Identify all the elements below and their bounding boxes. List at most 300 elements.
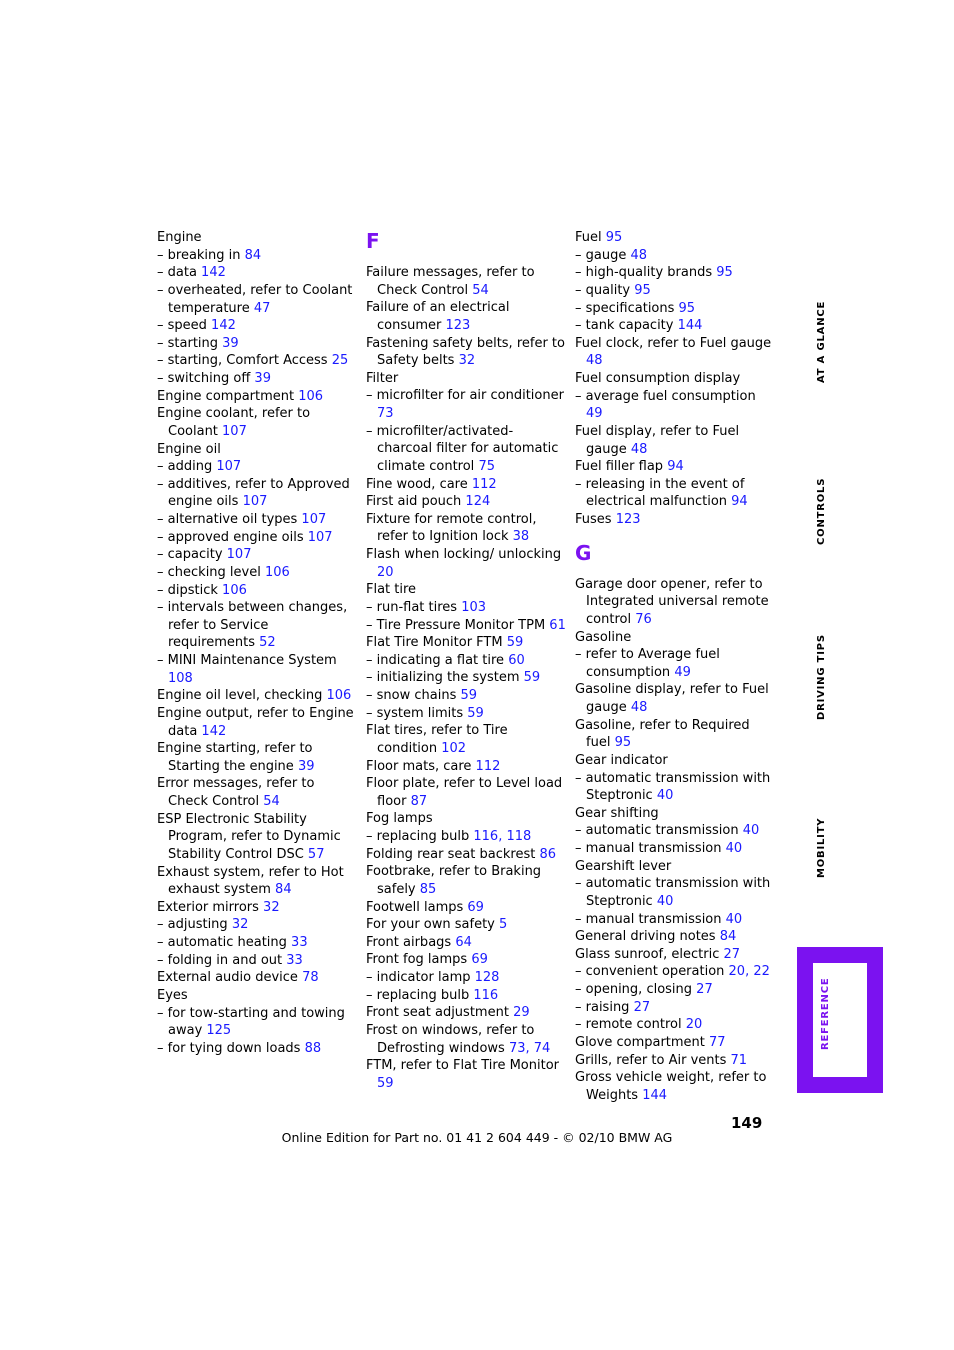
page-link[interactable]: 88 bbox=[304, 1040, 322, 1056]
footer-text: Online Edition for Part no. 01 41 2 604 449 - © 02/10 BMW AG bbox=[281, 1130, 673, 1145]
page-link[interactable]: 39 bbox=[297, 758, 315, 774]
index-entry bbox=[575, 1069, 775, 1104]
page-link[interactable]: 61 bbox=[549, 617, 566, 633]
page-link[interactable]: 32 bbox=[231, 917, 249, 933]
link-separator: , bbox=[498, 829, 507, 844]
page-link[interactable]: 112 bbox=[475, 758, 501, 774]
page-link[interactable]: 59 bbox=[523, 670, 541, 686]
page-link[interactable]: 48 bbox=[586, 353, 603, 369]
entry-text: – initializing the system bbox=[366, 670, 524, 686]
index-entry bbox=[575, 576, 775, 629]
page-link[interactable]: 95 bbox=[614, 735, 632, 751]
entry-text: ESP Electronic Stability Program, refer to Dynamic Stability Control DSC bbox=[157, 811, 341, 862]
entry-text: – starting, Comfort Access bbox=[157, 353, 332, 369]
page-link[interactable]: 49 bbox=[674, 664, 691, 680]
index-entry bbox=[366, 599, 566, 617]
page-link[interactable]: 142 bbox=[201, 265, 226, 281]
entry-text: Exterior mirrors bbox=[157, 899, 264, 915]
page-link[interactable]: 25 bbox=[331, 353, 349, 369]
index-entry bbox=[575, 300, 775, 318]
index-entry bbox=[157, 388, 357, 406]
entry-text: – Tire Pressure Monitor TPM bbox=[366, 617, 550, 633]
entry-text: Engine output, refer to Engine data bbox=[157, 705, 354, 739]
index-entry bbox=[366, 899, 566, 917]
entry-text: – raising bbox=[575, 999, 634, 1015]
page-link[interactable]: 52 bbox=[259, 635, 276, 651]
page-link[interactable]: 84 bbox=[244, 247, 262, 263]
index-entry bbox=[366, 634, 566, 652]
index-entry bbox=[575, 911, 775, 929]
entry-text: Glove compartment bbox=[575, 1034, 710, 1050]
entry-text: – automatic transmission with Steptronic bbox=[575, 876, 771, 909]
entry-text: Fuses bbox=[575, 512, 616, 527]
entry-text: Garage door opener, refer to Integrated universal remote control bbox=[575, 576, 769, 627]
entry-text: – manual transmission bbox=[575, 841, 726, 856]
page-link[interactable]: 48 bbox=[630, 247, 648, 263]
entry-text: – MINI Maintenance System bbox=[157, 653, 337, 668]
entry-text: Engine coolant, refer to Coolant bbox=[157, 406, 311, 439]
page-link[interactable]: 107 bbox=[307, 529, 333, 545]
page-link[interactable]: 144 bbox=[677, 318, 703, 334]
page-link[interactable]: 48 bbox=[630, 441, 648, 457]
index-entry bbox=[157, 476, 357, 511]
page-link[interactable]: 32 bbox=[458, 353, 476, 369]
index-entry bbox=[157, 740, 357, 775]
page-link[interactable]: 76 bbox=[635, 611, 652, 627]
entry-text: Fuel bbox=[575, 230, 606, 245]
entry-text: Gearshift lever bbox=[575, 858, 672, 874]
page-link[interactable]: 112 bbox=[471, 476, 497, 492]
entry-text: Footbrake, refer to Braking safely bbox=[366, 864, 542, 897]
page-link[interactable]: 107 bbox=[222, 423, 247, 439]
index-entry bbox=[575, 822, 775, 840]
entry-text: General driving notes bbox=[575, 929, 720, 945]
page-link[interactable]: 33 bbox=[286, 952, 303, 968]
entry-text: – convenient operation bbox=[575, 964, 729, 980]
page-link[interactable]: 20 bbox=[377, 564, 394, 580]
entry-text: Flat tires, refer to Tire condition bbox=[366, 723, 508, 756]
page-link[interactable]: 95 bbox=[634, 282, 651, 298]
page-link[interactable]: 54 bbox=[472, 282, 489, 298]
index-entry bbox=[575, 770, 775, 805]
page-link[interactable]: 48 bbox=[630, 700, 648, 715]
page-link[interactable]: 32 bbox=[263, 899, 280, 915]
entry-text: – opening, closing bbox=[575, 982, 697, 997]
page-link[interactable]: 107 bbox=[242, 494, 268, 510]
entry-text: – speed bbox=[157, 318, 212, 334]
index-entry bbox=[366, 1057, 566, 1092]
entry-text: – automatic transmission with Steptronic bbox=[575, 770, 771, 804]
index-entry bbox=[157, 511, 357, 529]
entry-text: – average fuel consumption bbox=[575, 388, 756, 404]
index-entry bbox=[366, 511, 566, 546]
entry-text: – microfilter/activated-charcoal filter for automatic climate control bbox=[366, 423, 559, 474]
index-entry bbox=[366, 722, 566, 757]
index-entry bbox=[366, 546, 566, 581]
page-link[interactable]: 84 bbox=[719, 929, 737, 945]
index-entry bbox=[157, 441, 357, 459]
entry-text: Flat tire bbox=[366, 582, 417, 598]
page-link[interactable]: 86 bbox=[539, 846, 557, 862]
index-entry bbox=[366, 669, 566, 687]
index-entry bbox=[575, 335, 775, 370]
section-letter-heading: F bbox=[366, 229, 380, 253]
index-entry bbox=[366, 299, 566, 334]
index-entry bbox=[157, 1005, 357, 1040]
entry-text: Gasoline bbox=[575, 629, 632, 645]
entry-text: – automatic heating bbox=[157, 935, 292, 950]
entry-text: – high-quality brands bbox=[575, 265, 717, 281]
page-link[interactable]: 47 bbox=[253, 300, 271, 316]
index-entry bbox=[366, 493, 566, 511]
index-entry bbox=[366, 617, 566, 635]
entry-text: – capacity bbox=[157, 547, 227, 563]
entry-text: – refer to Average fuel consumption bbox=[575, 647, 720, 680]
entry-text: First aid pouch bbox=[366, 494, 466, 510]
index-entry bbox=[575, 247, 775, 265]
index-entry bbox=[366, 652, 566, 670]
entry-text: Front airbags bbox=[366, 934, 456, 950]
entry-text: – additives, refer to Approved engine oils bbox=[157, 476, 350, 510]
page-link[interactable]: 60 bbox=[508, 652, 525, 668]
index-entry bbox=[575, 928, 775, 946]
index-entry bbox=[366, 387, 566, 422]
entry-text: – releasing in the event of electrical malfunction bbox=[575, 476, 745, 510]
index-entry bbox=[157, 1040, 357, 1058]
page-link[interactable]: 124 bbox=[465, 494, 491, 510]
index-entry bbox=[575, 840, 775, 858]
index-entry bbox=[575, 646, 775, 681]
index-entry bbox=[157, 582, 357, 600]
index-entry bbox=[575, 476, 775, 511]
page-link[interactable]: 40 bbox=[656, 788, 674, 804]
page-link[interactable]: 85 bbox=[419, 881, 437, 897]
page-link[interactable]: 87 bbox=[410, 793, 428, 809]
index-entry bbox=[157, 317, 357, 335]
entry-text: – indicating a flat tire bbox=[366, 652, 509, 668]
entry-text: – overheated, refer to Coolant temperature bbox=[157, 282, 353, 316]
entry-text: Fuel display, refer to Fuel gauge bbox=[575, 423, 740, 457]
link-separator: , bbox=[525, 1040, 534, 1056]
page-link[interactable]: 84 bbox=[275, 882, 292, 898]
index-entry bbox=[157, 952, 357, 970]
index-entry bbox=[575, 752, 775, 770]
page-link[interactable]: 59 bbox=[377, 1075, 394, 1091]
page-link[interactable]: 39 bbox=[222, 335, 239, 351]
index-entry bbox=[575, 388, 775, 423]
page-link[interactable]: 107 bbox=[226, 547, 252, 563]
page-link[interactable]: 59 bbox=[467, 705, 484, 721]
page-link[interactable]: 27 bbox=[696, 982, 713, 997]
page-link[interactable]: 142 bbox=[211, 318, 236, 334]
index-entry bbox=[575, 981, 775, 999]
page-link[interactable]: 29 bbox=[513, 1005, 530, 1021]
entry-text: Frost on windows, refer to Defrosting windows bbox=[366, 1022, 535, 1056]
entry-text: – adding bbox=[157, 459, 217, 475]
page-link[interactable]: 38 bbox=[512, 529, 530, 545]
entry-text: – gauge bbox=[575, 247, 631, 263]
entry-text: – starting bbox=[157, 335, 223, 351]
index-entry bbox=[575, 946, 775, 964]
entry-text: Failure messages, refer to Check Control bbox=[366, 265, 535, 298]
index-entry bbox=[366, 951, 566, 969]
index-entry bbox=[157, 687, 357, 705]
entry-text: Eyes bbox=[157, 987, 188, 1003]
index-entry bbox=[366, 846, 566, 864]
index-entry bbox=[157, 264, 357, 282]
page-link[interactable]: 107 bbox=[216, 459, 242, 475]
index-entry bbox=[157, 282, 357, 317]
page-link[interactable]: 78 bbox=[302, 970, 319, 986]
page-link[interactable]: 75 bbox=[478, 458, 495, 474]
page-link[interactable]: 40 bbox=[656, 893, 674, 909]
index-column-1 bbox=[157, 229, 357, 1057]
index-entry bbox=[366, 581, 566, 599]
index-entry bbox=[157, 529, 357, 547]
index-entry bbox=[575, 963, 775, 981]
index-entry bbox=[157, 934, 357, 952]
entry-text: Floor plate, refer to Level load floor bbox=[366, 776, 563, 809]
page-link[interactable]: 22 bbox=[753, 964, 770, 980]
entry-text: – switching off bbox=[157, 371, 255, 386]
index-entry bbox=[575, 1034, 775, 1052]
entry-text: Flat Tire Monitor FTM bbox=[366, 635, 507, 651]
entry-text: Gear shifting bbox=[575, 805, 659, 821]
entry-text: – tank capacity bbox=[575, 318, 678, 334]
active-tab-reference[interactable] bbox=[797, 947, 883, 1093]
entry-text: Engine starting, refer to Starting the engine bbox=[157, 741, 313, 774]
entry-text: Fog lamps bbox=[366, 811, 433, 827]
page-link[interactable]: 94 bbox=[667, 459, 684, 475]
entry-text: – alternative oil types bbox=[157, 512, 302, 527]
page-link[interactable]: 106 bbox=[222, 582, 247, 598]
index-entry bbox=[575, 681, 775, 716]
entry-text: – replacing bulb bbox=[366, 829, 474, 844]
index-entry bbox=[575, 629, 775, 647]
index-entry bbox=[366, 423, 566, 476]
index-entry bbox=[575, 458, 775, 476]
index-entry bbox=[157, 405, 357, 440]
index-entry bbox=[366, 969, 566, 987]
index-entry bbox=[157, 229, 357, 247]
entry-text: Fine wood, care bbox=[366, 476, 472, 492]
page-link[interactable]: 107 bbox=[301, 512, 327, 527]
index-entry bbox=[157, 352, 357, 370]
index-entry bbox=[575, 1016, 775, 1034]
entry-text: – approved engine oils bbox=[157, 529, 308, 545]
index-entry bbox=[575, 875, 775, 910]
page-link[interactable]: 39 bbox=[254, 371, 271, 386]
entry-text: Exhaust system, refer to Hot exhaust system bbox=[157, 864, 344, 898]
entry-text: Failure of an electrical consumer bbox=[366, 300, 510, 333]
entry-text: – folding in and out bbox=[157, 952, 287, 968]
page-link[interactable]: 59 bbox=[460, 688, 478, 703]
index-entry bbox=[157, 599, 357, 652]
page-number: 149 bbox=[731, 1114, 763, 1132]
page-link[interactable]: 123 bbox=[615, 512, 641, 527]
index-entry bbox=[366, 1004, 566, 1022]
page-link[interactable]: 123 bbox=[445, 317, 471, 333]
index-entry bbox=[575, 858, 775, 876]
entry-text: Front seat adjustment bbox=[366, 1005, 514, 1021]
entry-text: – automatic transmission bbox=[575, 823, 743, 839]
page-link[interactable]: 142 bbox=[201, 723, 227, 739]
index-entry bbox=[157, 370, 357, 388]
index-entry bbox=[157, 969, 357, 987]
index-entry bbox=[157, 916, 357, 934]
index-entry bbox=[366, 916, 566, 934]
entry-text: Fuel clock, refer to Fuel gauge bbox=[575, 335, 772, 351]
index-entry bbox=[575, 717, 775, 752]
page-link[interactable]: 33 bbox=[291, 935, 308, 950]
entry-text: – quality bbox=[575, 282, 635, 298]
index-entry bbox=[157, 458, 357, 476]
entry-text: – for tow-starting and towing away bbox=[157, 1005, 345, 1039]
entry-text: – remote control bbox=[575, 1017, 686, 1033]
index-entry bbox=[157, 705, 357, 740]
entry-text: Engine bbox=[157, 230, 202, 245]
entry-text: Footwell lamps bbox=[366, 899, 468, 915]
index-entry bbox=[157, 987, 357, 1005]
entry-text: Grills, refer to Air vents bbox=[575, 1052, 731, 1068]
page-link[interactable]: 95 bbox=[678, 300, 696, 316]
index-entry bbox=[157, 564, 357, 582]
entry-text: Fuel consumption display bbox=[575, 371, 741, 386]
page-link[interactable]: 64 bbox=[455, 934, 472, 950]
index-entry bbox=[366, 705, 566, 723]
index-entry bbox=[366, 687, 566, 705]
page-link[interactable]: 73 bbox=[508, 1040, 526, 1056]
page-link[interactable]: 49 bbox=[586, 406, 603, 422]
index-entry bbox=[366, 775, 566, 810]
entry-text: – intervals between changes, refer to Service requirements bbox=[157, 600, 348, 651]
page-link[interactable]: 106 bbox=[298, 388, 324, 404]
page-link[interactable]: 20 bbox=[685, 1017, 703, 1033]
page-link[interactable]: 5 bbox=[499, 917, 508, 933]
page-link[interactable]: 27 bbox=[633, 999, 651, 1015]
index-entry bbox=[366, 476, 566, 494]
link-separator: , bbox=[745, 964, 754, 980]
page-link[interactable]: 95 bbox=[605, 230, 623, 245]
entry-text: – snow chains bbox=[366, 688, 461, 703]
entry-text: – dipstick bbox=[157, 582, 223, 598]
index-entry bbox=[366, 863, 566, 898]
entry-text: – for tying down loads bbox=[157, 1040, 305, 1056]
index-entry bbox=[575, 805, 775, 823]
section-letter-heading: G bbox=[575, 540, 592, 565]
entry-text: – replacing bulb bbox=[366, 987, 474, 1003]
index-entry bbox=[575, 370, 775, 388]
index-entry bbox=[157, 864, 357, 899]
entry-text: Error messages, refer to Check Control bbox=[157, 776, 315, 809]
index-entry bbox=[157, 899, 357, 917]
index-entry bbox=[366, 934, 566, 952]
entry-text: Front fog lamps bbox=[366, 952, 472, 968]
page-link[interactable]: 116 bbox=[473, 987, 499, 1003]
page-link[interactable]: 57 bbox=[307, 846, 325, 862]
page-link[interactable]: 95 bbox=[716, 265, 733, 281]
index-entry bbox=[157, 775, 357, 810]
entry-text: – checking level bbox=[157, 564, 265, 580]
index-entry bbox=[366, 758, 566, 776]
index-entry bbox=[575, 511, 775, 529]
index-entry bbox=[366, 987, 566, 1005]
index-entry bbox=[157, 546, 357, 564]
index-column-2 bbox=[366, 229, 566, 1092]
index-entry bbox=[575, 999, 775, 1017]
index-entry bbox=[157, 247, 357, 265]
index-entry bbox=[366, 370, 566, 388]
entry-text: External audio device bbox=[157, 970, 303, 986]
index-entry bbox=[366, 1022, 566, 1057]
page-link[interactable]: 69 bbox=[471, 952, 488, 968]
entry-text: Flash when locking/ unlocking bbox=[366, 547, 562, 562]
entry-text: – microfilter for air conditioner bbox=[366, 388, 564, 404]
entry-text: Engine oil bbox=[157, 441, 221, 457]
entry-text: Gross vehicle weight, refer to Weights bbox=[575, 1070, 767, 1103]
index-entry bbox=[575, 423, 775, 458]
entry-text: – breaking in bbox=[157, 247, 245, 263]
index-entry bbox=[157, 335, 357, 353]
page-link[interactable]: 27 bbox=[723, 946, 741, 962]
page-link[interactable]: 108 bbox=[168, 670, 193, 686]
entry-text: Folding rear seat backrest bbox=[366, 846, 540, 862]
page-link[interactable]: 116 bbox=[473, 829, 499, 844]
entry-text: For your own safety bbox=[366, 917, 500, 933]
entry-text: – specifications bbox=[575, 300, 679, 316]
page-link[interactable]: 40 bbox=[725, 911, 743, 927]
page-link[interactable]: 73 bbox=[377, 406, 394, 421]
index-entry bbox=[575, 317, 775, 335]
page-link[interactable]: 106 bbox=[264, 564, 290, 580]
entry-text: Fixture for remote control, refer to Ignition lock bbox=[366, 511, 537, 545]
entry-text: Gear indicator bbox=[575, 752, 668, 768]
page-link[interactable]: 118 bbox=[506, 829, 532, 844]
page-link[interactable]: 125 bbox=[206, 1023, 232, 1039]
page-link[interactable]: 102 bbox=[441, 740, 467, 756]
page-link[interactable]: 144 bbox=[642, 1087, 668, 1103]
page-link[interactable]: 71 bbox=[730, 1052, 748, 1068]
page-link[interactable]: 40 bbox=[725, 841, 743, 856]
entry-text: – data bbox=[157, 265, 202, 281]
page-link[interactable]: 59 bbox=[506, 635, 524, 651]
entry-text: Fuel filler flap bbox=[575, 459, 668, 475]
index-entry bbox=[366, 810, 566, 828]
entry-text: – system limits bbox=[366, 705, 468, 721]
page-link[interactable]: 103 bbox=[461, 599, 487, 615]
entry-text: FTM, refer to Flat Tire Monitor bbox=[366, 1058, 560, 1074]
entry-text: – indicator lamp bbox=[366, 970, 475, 985]
page-link[interactable]: 69 bbox=[467, 899, 484, 915]
page-link[interactable]: 94 bbox=[731, 494, 748, 510]
page-link[interactable]: 74 bbox=[533, 1040, 551, 1056]
page-link[interactable]: 20 bbox=[728, 964, 746, 980]
page-link[interactable]: 77 bbox=[709, 1034, 726, 1050]
entry-text: Gasoline display, refer to Fuel gauge bbox=[575, 682, 769, 715]
page-link[interactable]: 40 bbox=[742, 823, 760, 839]
index-entry bbox=[366, 335, 566, 370]
page-link[interactable]: 128 bbox=[474, 970, 500, 985]
entry-text: Engine compartment bbox=[157, 388, 299, 404]
index-entry bbox=[366, 828, 566, 846]
index-entry bbox=[575, 229, 775, 247]
page-link[interactable]: 54 bbox=[263, 794, 280, 809]
index-entry bbox=[157, 652, 357, 687]
page-link[interactable]: 106 bbox=[326, 688, 352, 704]
index-column-3 bbox=[575, 229, 775, 1104]
entry-text: – manual transmission bbox=[575, 911, 726, 927]
entry-text: Gasoline, refer to Required fuel bbox=[575, 717, 750, 751]
